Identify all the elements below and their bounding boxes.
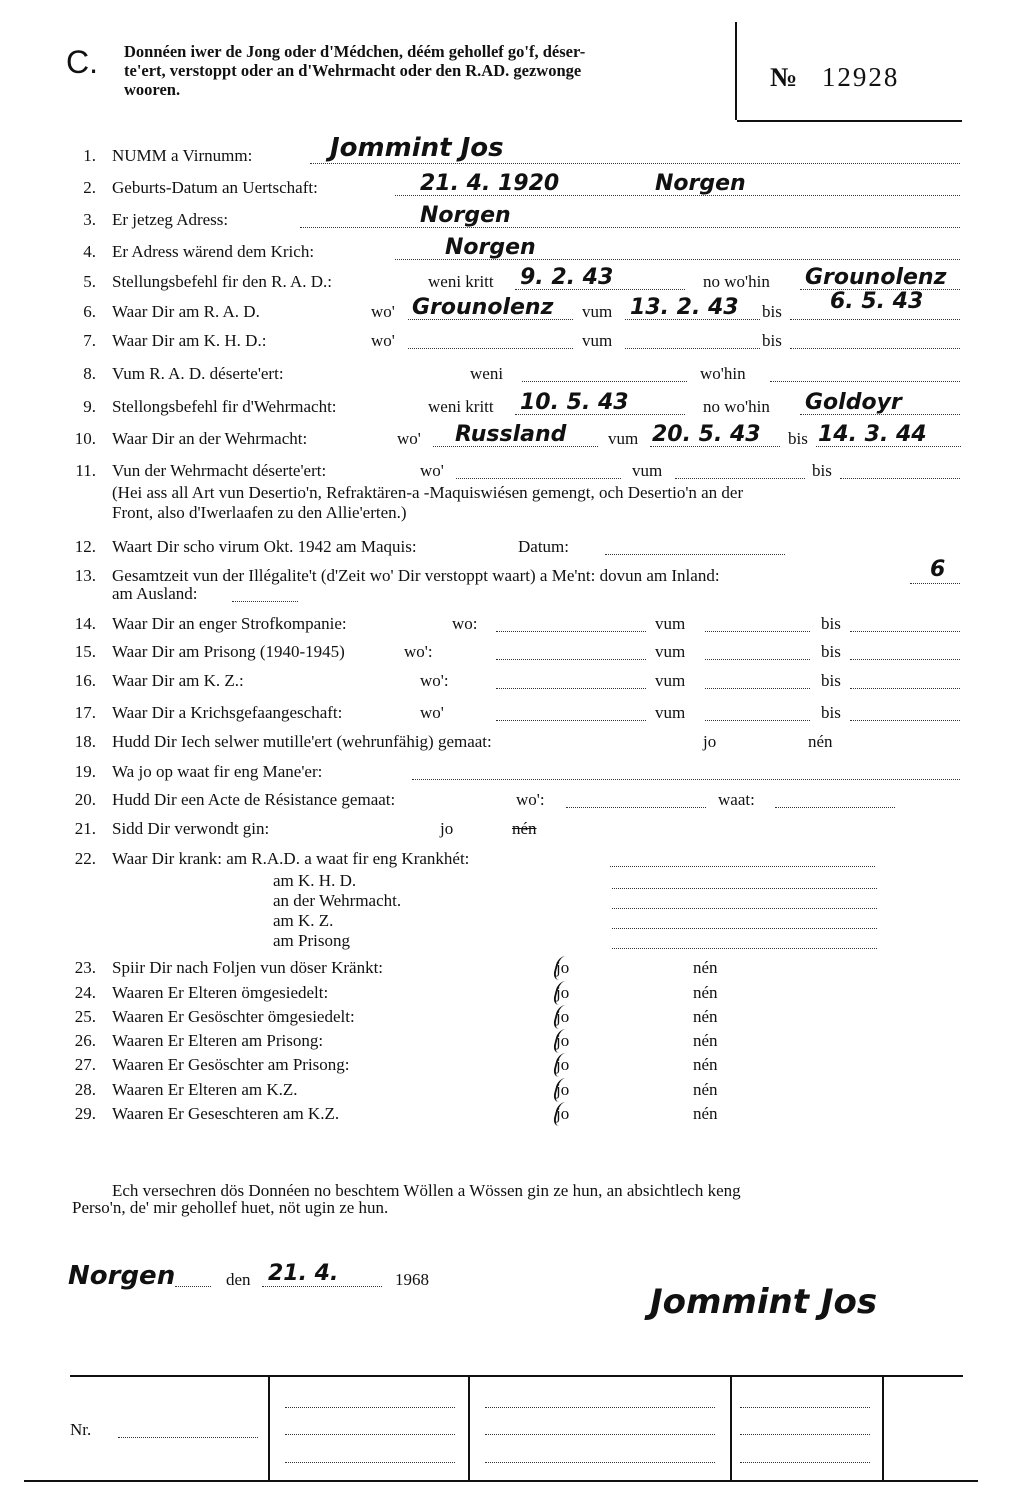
rad-to-date: 6. 5. 43 bbox=[830, 289, 924, 314]
jo-option: jo bbox=[556, 983, 570, 1002]
item-number: 28. bbox=[74, 1080, 96, 1099]
dotted-line bbox=[496, 631, 646, 632]
vum-label: vum bbox=[655, 703, 686, 722]
item-number: 25. bbox=[74, 1007, 96, 1026]
item-number: 8. bbox=[83, 364, 96, 383]
wehrmacht-destination: Goldoyr bbox=[805, 390, 902, 415]
nen-option: nén bbox=[693, 983, 718, 1002]
wo-label: wo: bbox=[452, 614, 478, 633]
rad-location: Grounolenz bbox=[412, 295, 554, 320]
item-number: 11. bbox=[75, 461, 96, 480]
item-label-28: Waaren Er Elteren am K.Z. bbox=[112, 1080, 298, 1099]
item-label-18: Hudd Dir Iech selwer mutille'ert (wehrunfähig) gemaat: bbox=[112, 732, 492, 751]
wo-label: wo': bbox=[516, 790, 545, 809]
dotted-line bbox=[790, 348, 960, 349]
den-label: den bbox=[226, 1270, 251, 1289]
war-address-value: Norgen bbox=[445, 235, 536, 260]
header-title-line1: Donnéen iwer de Jong oder d'Médchen, déém gehollef go'f, déser- bbox=[124, 42, 586, 61]
dotted-line bbox=[840, 478, 960, 479]
item-number: 21. bbox=[74, 819, 96, 838]
rad-from-date: 13. 2. 43 bbox=[630, 295, 739, 320]
wo-label: wo': bbox=[404, 642, 433, 661]
dotted-line bbox=[408, 348, 573, 349]
item-number: 3. bbox=[83, 210, 96, 229]
item-label-17: Waar Dir a Krichsgefaangeschaft: bbox=[112, 703, 343, 722]
nen-option: nén bbox=[693, 1104, 718, 1123]
dotted-line bbox=[770, 381, 960, 382]
item-number: 1. bbox=[83, 146, 96, 165]
bis-label: bis bbox=[788, 429, 808, 448]
item-number: 10. bbox=[74, 429, 96, 448]
dotted-line bbox=[496, 688, 646, 689]
wo-label: wo': bbox=[420, 671, 449, 690]
dotted-line bbox=[675, 478, 805, 479]
item-number: 7. bbox=[83, 331, 96, 350]
bis-label: bis bbox=[821, 642, 841, 661]
item-number: 6. bbox=[83, 302, 96, 321]
item-label-15: Waar Dir am Prisong (1940-1945) bbox=[112, 642, 345, 661]
header-bottom-rule bbox=[737, 120, 962, 122]
rad-destination: Grounolenz bbox=[805, 265, 947, 290]
bis-label: bis bbox=[812, 461, 832, 480]
vum-label: vum bbox=[608, 429, 639, 448]
item-label-10: Waar Dir an der Wehrmacht: bbox=[112, 429, 308, 448]
ausland-label: am Ausland: bbox=[112, 584, 198, 603]
jo-option: jo bbox=[556, 958, 570, 977]
item-number: 14. bbox=[74, 614, 96, 633]
wohin-label: no wo'hin bbox=[703, 272, 770, 291]
vum-label: vum bbox=[655, 642, 686, 661]
item-number: 22. bbox=[74, 849, 96, 868]
nen-option: nén bbox=[693, 1080, 718, 1099]
inland-months-value: 6 bbox=[930, 557, 946, 582]
item-label-13: Gesamtzeit vun der Illégalite't (d'Zeit wo' Dir verstoppt waart) a Me'nt: dovun am Inland: bbox=[112, 566, 720, 585]
item-label-8: Vum R. A. D. déserte'ert: bbox=[112, 364, 284, 383]
illness-sub-2: an der Wehrmacht. bbox=[273, 891, 402, 910]
header-title-line2: te'ert, verstoppt oder an d'Wehrmacht oder den R.AD. gezwonge bbox=[124, 61, 582, 80]
vum-label: vum bbox=[582, 331, 613, 350]
waat-label: waat: bbox=[718, 790, 755, 809]
bis-label: bis bbox=[762, 331, 782, 350]
item-label-23: Spiir Dir nach Foljen vun döser Kränkt: bbox=[112, 958, 384, 977]
dotted-line bbox=[612, 888, 877, 889]
rad-order-date: 9. 2. 43 bbox=[520, 265, 614, 290]
item-number: 12. bbox=[74, 537, 96, 556]
item-number: 13. bbox=[74, 566, 96, 585]
dotted-line bbox=[790, 319, 960, 320]
item-number: 5. bbox=[83, 272, 96, 291]
dotted-line bbox=[775, 807, 895, 808]
signature-year: 1968 bbox=[395, 1270, 429, 1289]
declaration-line2: Perso'n, de' mir gehollef huet, nöt ugin ze hun. bbox=[72, 1198, 389, 1217]
item-number: 15. bbox=[74, 642, 96, 661]
item-label-2: Geburts-Datum an Uertschaft: bbox=[112, 178, 318, 197]
jo-option: jo bbox=[556, 1007, 570, 1026]
item-label-6: Waar Dir am R. A. D. bbox=[112, 302, 260, 321]
item-number: 16. bbox=[74, 671, 96, 690]
item-label-5: Stellungsbefehl fir den R. A. D.: bbox=[112, 272, 333, 291]
item-label-26: Waaren Er Elteren am Prisong: bbox=[112, 1031, 324, 1050]
wo-label: wo' bbox=[397, 429, 421, 448]
jo-option: jo bbox=[556, 1080, 570, 1099]
birth-date-value: 21. 4. 1920 bbox=[420, 171, 560, 196]
dotted-line bbox=[850, 720, 960, 721]
jo-option: jo bbox=[556, 1031, 570, 1050]
wehrmacht-order-date: 10. 5. 43 bbox=[520, 390, 629, 415]
weni-label: weni kritt bbox=[428, 272, 494, 291]
signature-place: Norgen bbox=[68, 1261, 176, 1291]
jo-option: jo bbox=[556, 1055, 570, 1074]
item-11-note-line1: (Hei ass all Art vun Desertio'n, Refraktären-a -Maquiswiésen gemengt, och Desertio'n an der bbox=[112, 483, 744, 502]
item-number: 19. bbox=[74, 762, 96, 781]
jo-option: jo bbox=[556, 1104, 570, 1123]
item-number: 4. bbox=[83, 242, 96, 261]
item-label-21: Sidd Dir verwondt gin: bbox=[112, 819, 270, 838]
dotted-line bbox=[522, 381, 687, 382]
dotted-line bbox=[496, 720, 646, 721]
dotted-line bbox=[705, 720, 810, 721]
dotted-line bbox=[496, 659, 646, 660]
header-title bbox=[124, 42, 724, 99]
wehrmacht-to-date: 14. 3. 44 bbox=[818, 422, 927, 447]
item-label-9: Stellongsbefehl fir d'Wehrmacht: bbox=[112, 397, 337, 416]
item-label-20: Hudd Dir een Acte de Résistance gemaat: bbox=[112, 790, 396, 809]
wo-label: wo' bbox=[420, 703, 444, 722]
item-label-29: Waaren Er Geseschteren am K.Z. bbox=[112, 1104, 340, 1123]
item-label-1: NUMM a Virnumm: bbox=[112, 146, 253, 165]
wehrmacht-location: Russland bbox=[455, 422, 567, 447]
wo-label: wo' bbox=[420, 461, 444, 480]
illness-sub-3: am K. Z. bbox=[273, 911, 334, 930]
item-number: 2. bbox=[83, 178, 96, 197]
illness-sub-4: am Prisong bbox=[273, 931, 350, 950]
item-number: 24. bbox=[74, 983, 96, 1002]
item-number: 17. bbox=[74, 703, 96, 722]
dotted-line bbox=[566, 807, 706, 808]
jo-option: jo bbox=[440, 819, 454, 838]
bis-label: bis bbox=[762, 302, 782, 321]
nen-option: nén bbox=[693, 1007, 718, 1026]
nen-option-crossed: nén bbox=[512, 819, 537, 838]
signature: Jommint Jos bbox=[650, 1282, 878, 1322]
vum-label: vum bbox=[582, 302, 613, 321]
dotted-line bbox=[850, 688, 960, 689]
item-label-24: Waaren Er Elteren ömgesiedelt: bbox=[112, 983, 329, 1002]
item-number: 20. bbox=[74, 790, 96, 809]
wo-label: wo' bbox=[371, 331, 395, 350]
item-label-12: Waart Dir scho virum Okt. 1942 am Maquis: bbox=[112, 537, 417, 556]
nen-option: nén bbox=[693, 958, 718, 977]
dotted-line bbox=[910, 583, 960, 584]
name-value: Jommint Jos bbox=[330, 133, 504, 163]
bis-label: bis bbox=[821, 703, 841, 722]
item-number: 18. bbox=[74, 732, 96, 751]
dotted-line bbox=[456, 478, 621, 479]
signature-date: 21. 4. bbox=[268, 1261, 339, 1286]
item-label-19: Wa jo op waat fir eng Mane'er: bbox=[112, 762, 323, 781]
jo-option: jo bbox=[703, 732, 717, 751]
nen-option: nén bbox=[693, 1055, 718, 1074]
dotted-line bbox=[705, 631, 810, 632]
illness-sub-1: am K. H. D. bbox=[273, 871, 357, 890]
current-address-value: Norgen bbox=[420, 203, 511, 228]
dotted-line bbox=[300, 227, 960, 228]
wohin-label: wo'hin bbox=[700, 364, 746, 383]
bis-label: bis bbox=[821, 671, 841, 690]
dotted-line bbox=[850, 631, 960, 632]
nen-option: nén bbox=[693, 1031, 718, 1050]
nen-option: nén bbox=[808, 732, 833, 751]
wohin-label: no wo'hin bbox=[703, 397, 770, 416]
dotted-line bbox=[612, 928, 877, 929]
dotted-line bbox=[612, 908, 877, 909]
item-number: 9. bbox=[83, 397, 96, 416]
datum-label: Datum: bbox=[518, 537, 569, 556]
item-number: 26. bbox=[74, 1031, 96, 1050]
declaration-line1: Ech versechren dös Donnéen no beschtem Wöllen a Wössen gin ze hun, an absichtlech keng bbox=[112, 1181, 741, 1200]
item-label-3: Er jetzeg Adress: bbox=[112, 210, 229, 229]
item-label-4: Er Adress wärend dem Krich: bbox=[112, 242, 315, 261]
item-label-25: Waaren Er Gesöschter ömgesiedelt: bbox=[112, 1007, 355, 1026]
wehrmacht-from-date: 20. 5. 43 bbox=[652, 422, 761, 447]
vum-label: vum bbox=[655, 614, 686, 633]
item-label-11: Vun der Wehrmacht déserte'ert: bbox=[112, 461, 327, 480]
dotted-line bbox=[850, 659, 960, 660]
weni-label: weni kritt bbox=[428, 397, 494, 416]
dotted-line bbox=[705, 659, 810, 660]
number-sign: № bbox=[770, 62, 798, 92]
dotted-line bbox=[610, 866, 875, 867]
item-number: 29. bbox=[74, 1104, 96, 1123]
item-label-14: Waar Dir an enger Strofkompanie: bbox=[112, 614, 347, 633]
weni-label: weni bbox=[470, 364, 504, 383]
item-number: 23. bbox=[74, 958, 96, 977]
item-number: 27. bbox=[74, 1055, 96, 1074]
vum-label: vum bbox=[632, 461, 663, 480]
item-label-7: Waar Dir am K. H. D.: bbox=[112, 331, 267, 350]
section-letter: C. bbox=[66, 44, 98, 80]
dotted-line bbox=[625, 348, 760, 349]
item-label-27: Waaren Er Gesöschter am Prisong: bbox=[112, 1055, 350, 1074]
dotted-line bbox=[705, 688, 810, 689]
header-vertical-divider bbox=[735, 22, 737, 120]
dotted-line bbox=[412, 779, 960, 780]
item-label-22: Waar Dir krank: am R.A.D. a waat fir eng Krankhét: bbox=[112, 849, 470, 868]
dotted-line bbox=[310, 163, 960, 164]
dotted-line bbox=[232, 601, 298, 602]
wo-label: wo' bbox=[371, 302, 395, 321]
form-number bbox=[770, 62, 899, 93]
bis-label: bis bbox=[821, 614, 841, 633]
number-value: 12928 bbox=[821, 62, 900, 92]
item-label-16: Waar Dir am K. Z.: bbox=[112, 671, 244, 690]
footer-nr: Nr. bbox=[70, 1420, 92, 1439]
dotted-line bbox=[612, 948, 877, 949]
dotted-line bbox=[605, 554, 785, 555]
header-title-line3: wooren. bbox=[124, 80, 181, 99]
birth-place-value: Norgen bbox=[655, 171, 746, 196]
vum-label: vum bbox=[655, 671, 686, 690]
item-11-note-line2: Front, also d'Iwerlaafen zu den Allie'erten.) bbox=[112, 503, 407, 522]
